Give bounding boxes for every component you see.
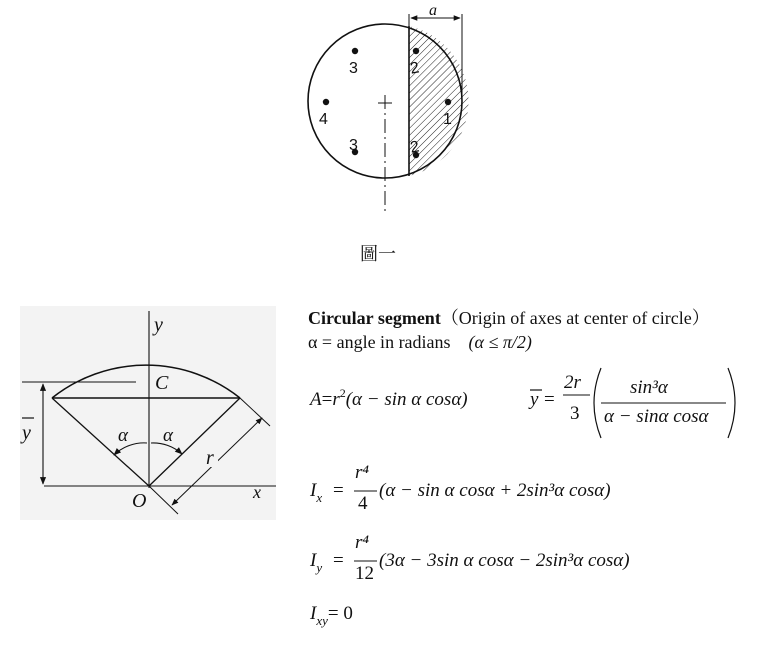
area-lhs: A [310,389,322,410]
alpha-def-text: α = angle in radians [308,332,451,352]
figure-1 [308,2,469,212]
ixy-formula [310,603,353,628]
iy-eq: = [333,550,344,571]
ix-body: (α − sin α cosα + 2sin³α cosα) [379,480,611,501]
iy-I: I [310,550,317,571]
iy-den: 12 [355,563,374,584]
alpha-right-label: α [163,425,173,446]
ix-symbol [310,480,323,505]
y-axis-label: y [154,314,163,336]
alpha-condition: (α ≤ π/2) [468,332,532,352]
point-4-label: 4 [319,111,328,128]
area-r: r [332,389,340,410]
figure-1-caption: 圖一 [360,244,396,265]
ybar-right-paren [728,368,735,438]
ixy-sub: xy [316,613,328,628]
ix-den: 4 [358,493,368,514]
point-2-top-dot [413,48,419,54]
ybar-den: α − sinα cosα [604,406,709,427]
point-3-top-dot [352,48,358,54]
point-1-label: 1 [443,111,452,128]
centroid-label: C [155,372,169,394]
point-2-bottom-label: 2 [408,138,421,157]
iy-sub: y [316,560,323,575]
ybar-num: sin³α [630,377,668,398]
ix-eq: = [333,480,344,501]
ix-num: r⁴ [355,462,369,483]
iy-symbol [310,550,323,575]
ybar-eq: = [544,389,555,410]
ybar-left-paren [594,368,601,438]
heading-title: Circular segment [308,308,441,328]
point-3-bottom-label: 3 [349,137,358,154]
area-exp: 2 [339,386,346,400]
ixy-I: I [310,603,317,624]
figure-2 [20,306,276,520]
dim-label-a: a [429,2,437,19]
iy-num: r⁴ [355,532,369,553]
heading-note: （Origin of axes at center of circle） [440,308,710,328]
alpha-left-label: α [118,425,128,446]
radius-label: r [206,447,214,469]
ybar-label: y [22,422,31,444]
area-body: (α − sin α cosα) [345,389,468,410]
point-4-dot [323,99,329,105]
ix-I: I [310,480,317,501]
point-2-top-label: 2 [408,59,421,78]
x-axis-label: x [253,482,261,502]
point-1-dot [445,99,451,105]
point-3-top-label: 3 [349,60,358,77]
iy-body: (3α − 3sin α cosα − 2sin³α cosα) [379,550,630,571]
ixy-rhs: = 0 [327,603,353,624]
alpha-definition [308,332,532,353]
ybar-lhs: y [530,389,539,410]
section-heading [308,304,710,330]
ix-sub: x [316,490,323,505]
area-eq: = [321,389,333,410]
area-formula [310,386,468,411]
ybar-coef-den: 3 [570,403,580,424]
figure-2-background [20,306,276,520]
origin-label: O [132,490,147,512]
ybar-coef-num: 2r [564,372,581,393]
